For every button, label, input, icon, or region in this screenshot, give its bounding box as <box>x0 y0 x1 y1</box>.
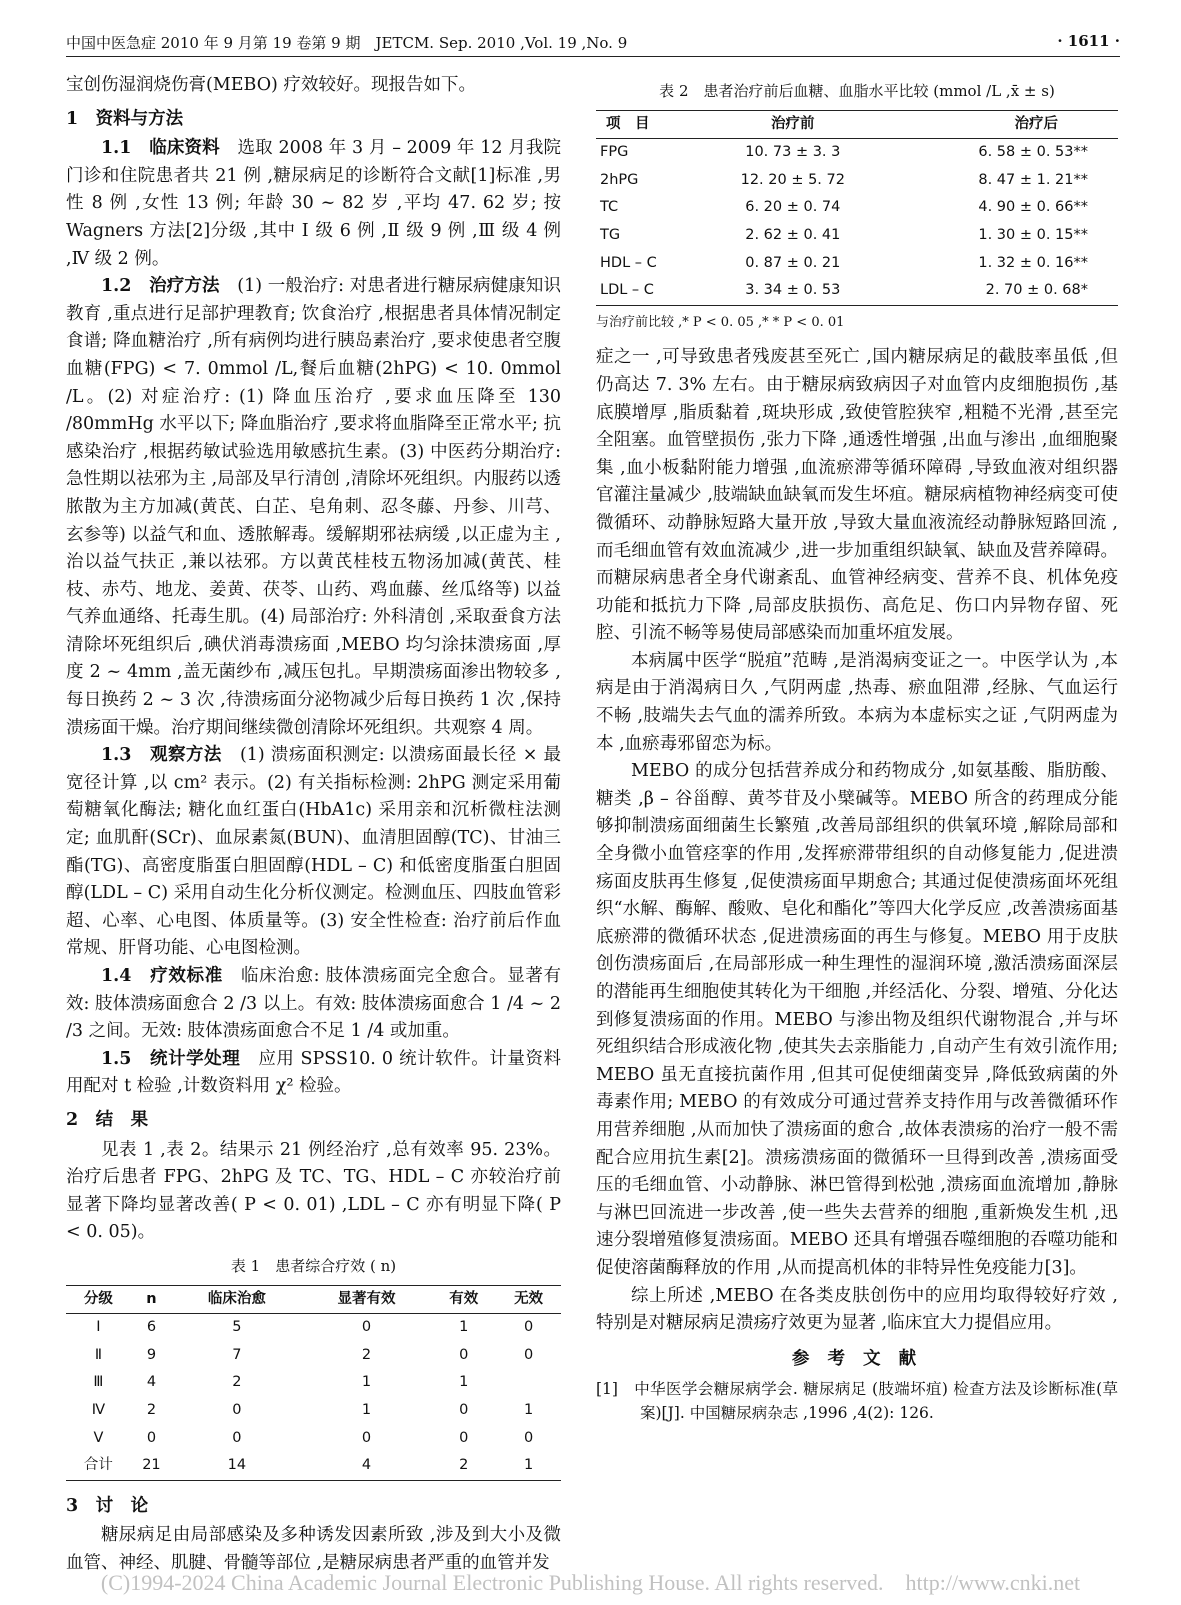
table-cell: 0 <box>459 1401 469 1418</box>
conclusion-text: 综上所述 ,MEBO 在各类皮肤创伤中的应用均取得较好疗效 ,特别是对糖尿病足溃疡疗效更为显著 ,临床宜大力提倡应用。 <box>596 1285 1118 1334</box>
table-row <box>66 1397 561 1425</box>
section-1-3-text: (1) 溃疡面积测定: 以溃疡面最长径 × 最宽径计算 ,以 cm² 表示。(2) 有关指标检测: 2hPG 测定采用葡萄糖氧化酶法; 糖化血红蛋白(HbA1c) 采用亲和沉析微柱法测定; 血肌酐(SCr)、血尿素氮(BUN)、血清胆固醇(TC)、甘油三酯(TG)、高密度脂蛋白胆固醇(HDL – C) 和低密度脂蛋白胆固醇(LDL – C) 采用自动生化分析仪测定。检测血压、四肢血管彩超、心率、心电图、体质量等。(3) 安全性检查: 治疗前后作血常规、肝肾功能、心电图检测。 <box>66 745 561 959</box>
table-cell: 0 <box>232 1429 242 1446</box>
table-cell: Ⅲ <box>93 1374 104 1391</box>
table-header-cell: n <box>146 1290 157 1307</box>
reference-item: [1] 中华医学会糖尿病学会. 糖尿病足 (肢端坏疽) 检查方法及诊断标准(草案)[J]. 中国糖尿病杂志 ,1996 ,4(2): 126. <box>596 1380 1118 1423</box>
section-1-5-text: 应用 SPSS10. 0 统计软件。计量资料用配对 t 检验 ,计数资料用 χ² 检验。 <box>66 1048 561 1097</box>
table-cell: Ⅴ <box>93 1429 104 1446</box>
section-1-4 <box>66 963 561 1046</box>
table-row <box>596 167 1118 195</box>
table-cell: 1. 32 ± 0. 16** <box>978 254 1088 271</box>
discussion-mebo: MEBO 的成分包括营养成分和药物成分 ,如氨基酸、脂肪酸、糖类 ,β – 谷甾醇、黄芩苷及小檗碱等。MEBO 所含的药理成分能够抑制溃疡面细菌生长繁殖 ,改善局部组织的供氧环境 ,解除局部和全身微小血管痉挛的作用 ,发挥瘀滞带组织的自动修复能力 ,促进溃疡面皮肤再生修复 ,促使溃疡面早期愈合; 其通过促使溃疡面坏死组织“水解、酶解、酸败、皂化和酯化”等四大化学反应 ,改善溃疡面基底瘀滞的微循环状态 ,促进溃疡面的再生与修复。MEBO 用于皮肤创伤溃疡面后 ,在局部形成一种生理性的湿润环境 ,激活溃疡面深层的潜能再生细胞使其转化为干细胞 ,并经活化、分裂、增殖、分化达到修复溃疡面的作用。MEBO 与渗出物及组织代谢物混合 ,并与坏死组织结合形成液化物 ,使其失去亲脂能力 ,自动产生有效引流作用; MEBO 虽无直接抗菌作用 ,但其可促使细菌变异 ,降低致病菌的外毒素作用; MEBO 的有效成分可通过营养支持作用与改善微循环作用营养细胞 ,从而加快了溃疡面的愈合 ,故体表溃疡的治疗一般不需配合应用抗生素[2]。溃疡溃疡面的微循环一旦得到改善 ,溃疡面受压的毛细血管、小动静脉、淋巴管得到松弛 ,溃疡面血流增加 ,静脉与淋巴回流进一步改善 ,使一些失去营养的细胞 ,重新焕发生机 ,迅速分裂增殖修复溃疡面。MEBO 还具有增强吞噬细胞的吞噬功能和促使溶菌酶释放的作用 ,从而提高机体的非特异性免疫能力[3]。 <box>596 761 1118 1278</box>
table-cell: 14 <box>227 1457 247 1474</box>
table-cell: 2. 70 ± 0. 68* <box>985 282 1088 299</box>
intro-text: 宝创伤湿润烧伤膏(MEBO) 疗效较好。现报告如下。 <box>66 75 476 95</box>
table-cell: 2 <box>232 1374 242 1391</box>
table-cell: 9 <box>146 1346 157 1363</box>
section-1-2-text: (1) 一般治疗: 对患者进行糖尿病健康知识教育 ,重点进行足部护理教育; 饮食治疗 ,根据患者具体情况制定食谱; 降血糖治疗 ,所有病例均进行胰岛素治疗 ,要求使患者空腹血糖(FPG) < 7. 0mmol /L,餐后血糖(2hPG) < 10. 0mmol /L。(2) 对症治疗: (1) 降血压治疗 ,要求血压降至 130 /80mmHg 水平以下; 降血脂治疗 ,要求将血脂降至正常水平; 抗感染治疗 ,根据药敏试验选用敏感抗生素。(3) 中医药分期治疗: 急性期以祛邪为主 ,局部及早行清创 ,清除坏死组织。内服药以透脓散为主方加减(黄芪、白芷、皂角刺、忍冬藤、丹参、川芎、玄参等) 以益气和血、透脓解毒。缓解期邪祛病缓 ,以正虚为主 ,治以益气扶正 ,兼以祛邪。方以黄芪桂枝五物汤加减(黄芪、桂枝、赤芍、地龙、姜黄、茯苓、山药、鸡血藤、丝瓜络等) 以益气养血通络、托毒生肌。(4) 局部治疗: 外科清创 ,采取蚕食方法清除坏死组织后 ,碘伏消毒溃疡面 ,MEBO 均匀涂抹溃疡面 ,厚度 2 ~ 4mm ,盖无菌纱布 ,减压包扎。早期溃疡面渗出物较多 ,每日换药 2 ~ 3 次 ,待溃疡面分泌物减少后每日换药 1 次 ,保持溃疡面干燥。治疗期间继续微创清除坏死组织。共观察 4 周。 <box>66 276 562 738</box>
table-cell: 4. 90 ± 0. 66** <box>978 199 1088 216</box>
table-cell: 3. 34 ± 0. 53 <box>745 282 841 299</box>
table-cell: 0 <box>523 1346 534 1363</box>
table-total-row <box>66 1452 561 1480</box>
table-cell: 2. 62 ± 0. 41 <box>745 226 841 243</box>
table-cell: 8. 47 ± 1. 21** <box>978 171 1088 188</box>
page-number: · 1611 · <box>1057 32 1120 50</box>
table-cell: 1 <box>459 1374 469 1391</box>
table-cell: TG <box>600 226 621 243</box>
table-cell: 4 <box>146 1374 157 1391</box>
discussion-text: 糖尿病足由局部感染及多种诱发因素所致 ,涉及到大小及微血管、神经、肌腱、骨髓等部位 ,是糖尿病患者严重的血管并发 <box>66 1525 561 1573</box>
table-row <box>66 1369 561 1397</box>
table-cell: 6. 20 ± 0. 74 <box>745 199 841 216</box>
table-cell: 0 <box>232 1401 242 1418</box>
table-cell: 0 <box>459 1346 469 1363</box>
table-header-cell: 临床治愈 <box>207 1290 266 1307</box>
table-cell: 10. 73 ± 3. 3 <box>745 144 841 161</box>
table-header-cell: 治疗后 <box>1014 115 1058 132</box>
table-cell: 0 <box>146 1429 157 1446</box>
table-cell <box>496 1369 561 1397</box>
table-1-header-row <box>66 1285 561 1314</box>
table-cell: 0 <box>523 1319 534 1336</box>
table-cell: 0 <box>523 1429 534 1446</box>
table-cell: 2hPG <box>600 171 639 188</box>
table-cell: 0. 87 ± 0. 21 <box>745 254 841 271</box>
table-cell: 1 <box>361 1401 372 1418</box>
table-row <box>596 277 1118 305</box>
table-1-caption: 表 1 患者综合疗效 ( n) <box>230 1256 397 1275</box>
table-cell: Ⅰ <box>96 1319 101 1336</box>
table-2-header-row <box>596 110 1118 139</box>
table-cell: 6 <box>146 1319 157 1336</box>
table-row <box>596 250 1118 278</box>
results-text: 见表 1 ,表 2。结果示 21 例经治疗 ,总有效率 95. 23%。治疗后患者 FPG、2hPG 及 TC、TG、HDL – C 亦较治疗前显著下降均显著改善( P < 0. 01) ,LDL – C 亦有明显下降( P < 0. 05)。 <box>66 1139 561 1243</box>
section-1-1-text: 选取 2008 年 3 月 – 2009 年 12 月我院门诊和住院患者共 21 例 ,糖尿病足的诊断符合文献[1]标准 ,男性 8 例 ,女性 13 例; 年龄 30 ~ 82 岁 ,平均 47. 62 岁; 按 Wagners 方法[2]分级 ,其中 Ⅰ 级 6 例 ,Ⅱ 级 9 例 ,Ⅲ 级 4 例 ,Ⅳ 级 2 例。 <box>66 138 562 269</box>
section-1-1 <box>66 135 561 273</box>
table-header-cell: 无效 <box>514 1290 544 1307</box>
section-1-5 <box>66 1046 561 1101</box>
table-cell: 1. 30 ± 0. 15** <box>978 226 1088 243</box>
table-cell: LDL – C <box>600 282 654 299</box>
table-2-caption: 表 2 患者治疗前后血糖、血脂水平比较 (mmol /L ,x̄ ± s) <box>659 82 1055 100</box>
discussion-tcm: 本病属中医学“脱疽”范畴 ,是消渴病变证之一。中医学认为 ,本病是由于消渴病日久 ,气阴两虚 ,热毒、瘀血阻滞 ,经脉、气血运行不畅 ,肢端失去气血的濡养所致。本病为本虚标实之证 ,气阴两虚为本 ,血瘀毒邪留恋为标。 <box>596 650 1118 754</box>
table-cell: 2 <box>146 1401 157 1418</box>
table-cell: 0 <box>459 1429 469 1446</box>
table-cell: 0 <box>361 1429 372 1446</box>
table-2 <box>596 110 1118 306</box>
table-row <box>66 1314 561 1342</box>
table-row <box>596 194 1118 222</box>
running-header <box>66 28 1120 57</box>
table-cell: 5 <box>232 1319 242 1336</box>
discussion-continued: 症之一 ,可导致患者残废甚至死亡 ,国内糖尿病足的截肢率虽低 ,但仍高达 7. 3% 左右。由于糖尿病致病因子对血管内皮细胞损伤 ,基底膜增厚 ,脂质黏着 ,斑块形成 ,致使管腔狭窄 ,粗糙不光滑 ,甚至完全阻塞。血管壁损伤 ,张力下降 ,通透性增强 ,出血与渗出 ,血细胞聚集 ,血小板黏附能力增强 ,血流瘀滞等循环障碍 ,导致血液对组织器官灌注量减少 ,肢端缺血缺氧而发生坏疽。糖尿病植物神经病变可使微循环、动静脉短路大量开放 ,导致大量血液流经动静脉短路回流 ,而毛细血管有效血流减少 ,进一步加重组织缺氧、缺血及营养障碍。而糖尿病患者全身代谢紊乱、血管神经病变、营养不良、机体免疫功能和抵抗力下降 ,局部皮肤损伤、高危足、伤口内异物存留、死腔、引流不畅等易使局部感染而加重坏疽发展。 <box>596 347 1118 644</box>
table-2-note: 与治疗前比较 ,* P < 0. 05 ,* * P < 0. 01 <box>596 314 845 330</box>
section-3-heading: 3 讨 论 <box>66 1495 149 1516</box>
table-cell: 4 <box>361 1457 372 1474</box>
table-row <box>596 139 1118 167</box>
right-column <box>596 78 1118 1425</box>
table-1 <box>66 1285 561 1481</box>
copyright-watermark: (C)1994-2024 China Academic Journal Electronic Publishing House. All rights reserved. http://www.cnki.net <box>100 1570 1081 1595</box>
table-header-cell: 项 目 <box>606 115 650 132</box>
table-cell: FPG <box>600 144 629 161</box>
table-cell: 合计 <box>83 1457 113 1474</box>
section-1-heading: 1 资料与方法 <box>66 108 184 129</box>
section-1-4-text: 临床治愈: 肢体溃疡面完全愈合。显著有效: 肢体溃疡面愈合 2 /3 以上。有效: 肢体溃疡面愈合 1 /4 ~ 2 /3 之间。无效: 肢体溃疡面愈合不足 1 /4 或加重。 <box>66 966 561 1042</box>
table-cell: 12. 20 ± 5. 72 <box>740 171 845 188</box>
section-1-2 <box>66 273 561 742</box>
section-2-heading: 2 结 果 <box>66 1109 149 1130</box>
journal-info: 中国中医急症 2010 年 9 月第 19 卷第 9 期 JETCM. Sep. 2010 ,Vol. 19 ,No. 9 <box>66 34 628 52</box>
table-cell: Ⅳ <box>91 1401 106 1418</box>
table-header-cell: 有效 <box>449 1290 479 1307</box>
references-heading: 参 考 文 献 <box>791 1348 923 1369</box>
table-row <box>66 1425 561 1453</box>
section-1-1-title: 1.1 临床资料 <box>101 138 220 159</box>
table-cell: 1 <box>361 1374 372 1391</box>
section-1-4-title: 1.4 疗效标准 <box>101 966 223 986</box>
section-1-5-title: 1.5 统计学处理 <box>101 1048 241 1069</box>
table-row <box>596 222 1118 250</box>
table-cell: 21 <box>142 1457 161 1474</box>
left-column <box>66 72 561 1577</box>
table-cell: HDL – C <box>600 254 657 271</box>
table-cell: 1 <box>459 1319 469 1336</box>
table-cell: 2 <box>361 1346 372 1363</box>
table-header-cell: 治疗前 <box>771 115 815 132</box>
section-1-2-title: 1.2 治疗方法 <box>101 276 220 297</box>
table-cell: 0 <box>361 1319 372 1336</box>
table-cell: 7 <box>232 1346 242 1363</box>
table-cell: Ⅱ <box>94 1346 102 1363</box>
table-cell: 2 <box>459 1457 469 1474</box>
table-row <box>66 1342 561 1370</box>
table-header-cell: 显著有效 <box>337 1290 396 1307</box>
table-cell: 1 <box>523 1401 534 1418</box>
section-1-3-title: 1.3 观察方法 <box>101 745 222 766</box>
section-1-3 <box>66 742 561 963</box>
table-cell: TC <box>600 199 619 216</box>
table-header-cell: 分级 <box>83 1290 113 1307</box>
table-cell: 1 <box>523 1457 534 1474</box>
table-cell: 6. 58 ± 0. 53** <box>978 144 1088 161</box>
